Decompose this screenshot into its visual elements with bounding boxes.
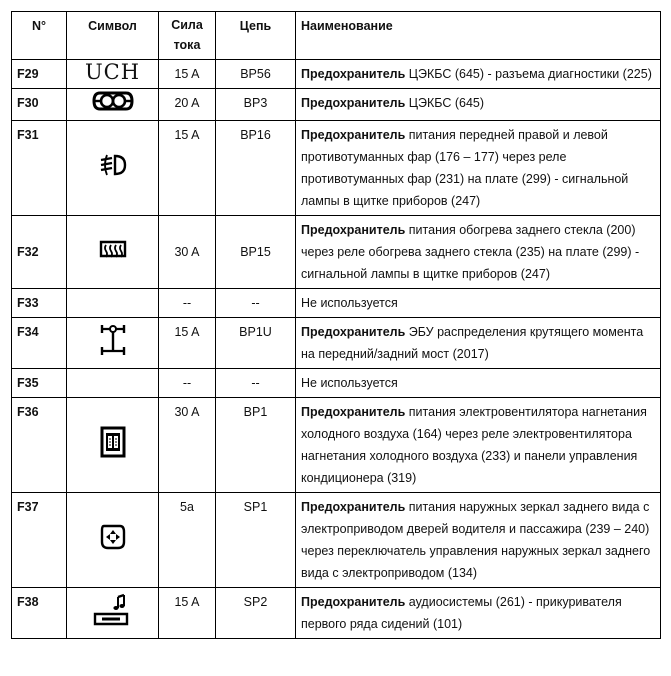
name-text: Не используется: [301, 376, 398, 390]
current-cell: 5a: [159, 493, 216, 588]
fuse-number: F34: [12, 318, 67, 369]
name-cell: [296, 216, 661, 289]
circuit-cell: BP56: [216, 60, 296, 89]
header-circuit: Цепь: [216, 12, 296, 60]
current-cell: 15 A: [159, 588, 216, 639]
name-bold: Предохранитель: [301, 67, 406, 81]
symbol-cell: [67, 588, 159, 639]
header-symbol: Символ: [67, 12, 159, 60]
fuse-number: F36: [12, 398, 67, 493]
name-text: Не используется: [301, 296, 398, 310]
rear-defrost-icon: [98, 238, 128, 267]
circuit-cell: BP15: [216, 216, 296, 289]
symbol-cell: [67, 369, 159, 398]
header-no: N°: [12, 12, 67, 60]
name-bold: Предохранитель: [301, 96, 406, 110]
name-text: питания передней правой и левой противотуманных фар (176 – 177) через реле противотуманных фар (231) на плате (299) - сигнальной лампы в щитке приборов (247): [301, 128, 629, 208]
name-text: ЦЭКБС (645) - разъема диагностики (225): [405, 67, 652, 81]
circuit-cell: BP3: [216, 89, 296, 121]
name-cell: [296, 89, 661, 121]
name-text: ЦЭКБС (645): [405, 96, 485, 110]
awd-icon: [97, 321, 129, 366]
name-bold: Предохранитель: [301, 128, 406, 142]
name-cell: [296, 318, 661, 369]
header-row: [12, 12, 661, 60]
header-name: Наименование: [296, 12, 661, 60]
name-cell: [296, 60, 661, 89]
name-text: аудиосистемы (261) - прикуривателя первого ряда сидений (101): [301, 595, 622, 631]
name-text: питания обогрева заднего стекла (200) через реле обогрева заднего стекла (235) на плате (299) - сигнальной лампы в щитке приборов (247): [301, 223, 640, 281]
name-text: ЭБУ распределения крутящего момента на передний/задний мост (2017): [301, 325, 644, 361]
name-cell: [296, 493, 661, 588]
current-cell: 15 A: [159, 60, 216, 89]
current-cell: 15 A: [159, 318, 216, 369]
symbol-cell: [67, 493, 159, 588]
table-row: [12, 121, 661, 216]
fuse-number: F32: [12, 216, 67, 289]
name-cell: [296, 398, 661, 493]
uch-text-icon: UCH: [84, 60, 141, 84]
current-cell: --: [159, 289, 216, 318]
name-text: питания электровентилятора нагнетания холодного воздуха (164) через реле электровентилятора нагнетания холодного воздуха (233) и панели управления кондиционера (319): [301, 405, 647, 485]
symbol-cell: [67, 289, 159, 318]
audio-icon: [92, 593, 134, 634]
circuit-cell: BP1U: [216, 318, 296, 369]
table-row: [12, 216, 661, 289]
name-cell: [296, 289, 661, 318]
immobilizer-icon: [90, 89, 136, 120]
fuse-number: F38: [12, 588, 67, 639]
fog-light-icon: [97, 152, 129, 185]
name-bold: Предохранитель: [301, 223, 406, 237]
climate-fan-icon: [98, 425, 128, 466]
table-row: [12, 318, 661, 369]
fuse-number: F30: [12, 89, 67, 121]
name-cell: [296, 369, 661, 398]
name-text: питания наружных зеркал заднего вида с электроприводом дверей водителя и пассажира (239 – 240) через переключатель управления наружных зеркал заднего вида с электроприводом (134): [301, 500, 651, 580]
circuit-cell: SP1: [216, 493, 296, 588]
symbol-cell: [67, 216, 159, 289]
fuse-number: F29: [12, 60, 67, 89]
fuse-number: F35: [12, 369, 67, 398]
symbol-cell: [67, 89, 159, 121]
fuse-table: [11, 11, 661, 639]
name-bold: Предохранитель: [301, 405, 406, 419]
table-row: [12, 369, 661, 398]
table-row: [12, 89, 661, 121]
name-cell: [296, 588, 661, 639]
mirror-icon: [98, 522, 128, 559]
table-row: [12, 289, 661, 318]
current-cell: 30 A: [159, 216, 216, 289]
table-row: [12, 493, 661, 588]
current-cell: 15 A: [159, 121, 216, 216]
table-row: [12, 60, 661, 89]
symbol-cell: [67, 121, 159, 216]
circuit-cell: BP16: [216, 121, 296, 216]
name-cell: [296, 121, 661, 216]
symbol-cell: [67, 398, 159, 493]
current-cell: 30 A: [159, 398, 216, 493]
symbol-cell: [67, 60, 159, 89]
name-bold: Предохранитель: [301, 500, 406, 514]
circuit-cell: --: [216, 289, 296, 318]
symbol-cell: [67, 318, 159, 369]
table-row: [12, 588, 661, 639]
current-cell: 20 A: [159, 89, 216, 121]
name-bold: Предохранитель: [301, 595, 406, 609]
fuse-number: F37: [12, 493, 67, 588]
name-bold: Предохранитель: [301, 325, 406, 339]
circuit-cell: --: [216, 369, 296, 398]
current-cell: --: [159, 369, 216, 398]
fuse-number: F33: [12, 289, 67, 318]
table-row: [12, 398, 661, 493]
fuse-number: F31: [12, 121, 67, 216]
header-current: Сила тока: [159, 12, 216, 60]
circuit-cell: BP1: [216, 398, 296, 493]
circuit-cell: SP2: [216, 588, 296, 639]
